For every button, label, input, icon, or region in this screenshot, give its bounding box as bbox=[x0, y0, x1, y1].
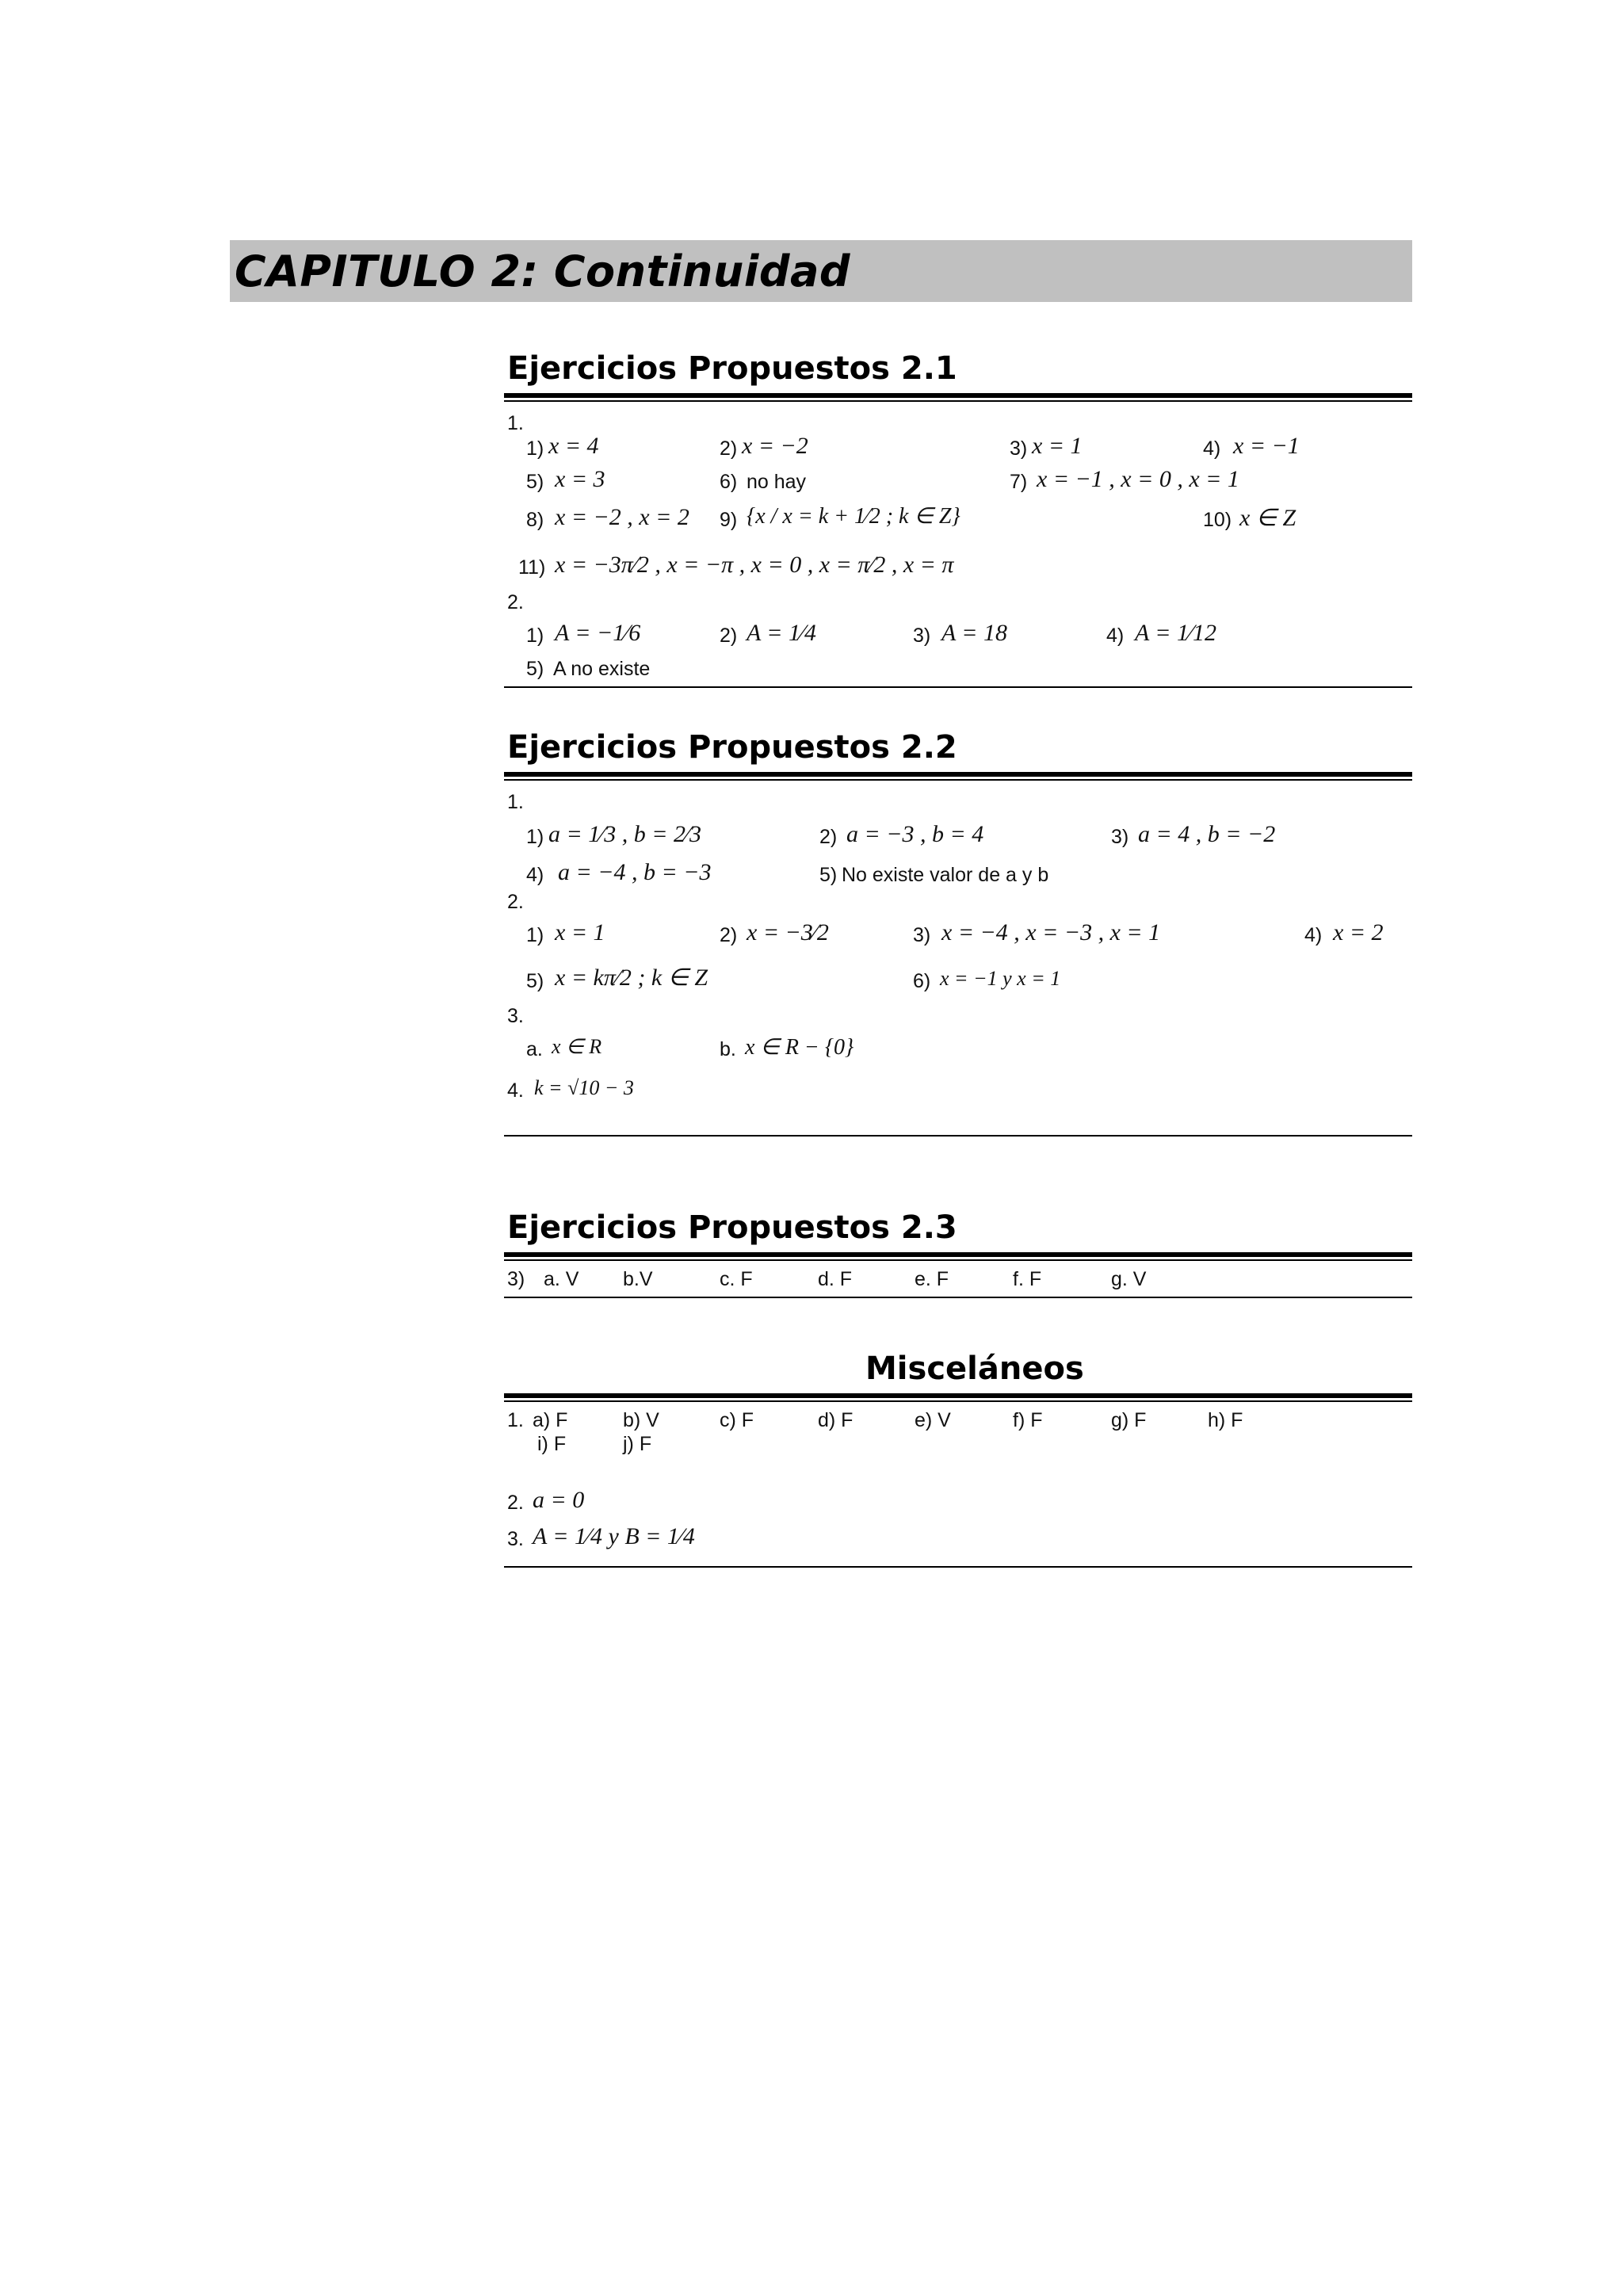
item-label: 1) bbox=[526, 924, 544, 946]
item-label: 6) bbox=[913, 970, 931, 992]
item-label: 10) bbox=[1203, 509, 1232, 531]
answer-expr: x = −1 bbox=[1233, 433, 1300, 459]
section-title: Ejercicios Propuestos 2.2 bbox=[507, 729, 957, 766]
answer-expr: x = 3 bbox=[555, 466, 605, 492]
divider bbox=[504, 1297, 1412, 1298]
divider bbox=[504, 1259, 1412, 1261]
item-label: 4) bbox=[1304, 924, 1323, 946]
question-number: 2. bbox=[507, 1492, 524, 1514]
answer-expr: a = −4 , b = −3 bbox=[558, 859, 712, 885]
answer-expr: x = −4 , x = −3 , x = 1 bbox=[941, 919, 1161, 946]
answer-cell: f) F bbox=[1013, 1409, 1043, 1431]
answer-expr: a = 1⁄3 , b = 2⁄3 bbox=[548, 821, 702, 847]
divider bbox=[504, 772, 1412, 777]
item-label: 4) bbox=[1203, 437, 1221, 460]
answer-expr: x = kπ⁄2 ; k ∈ Z bbox=[555, 965, 708, 991]
answer-expr: x = 1 bbox=[555, 919, 605, 946]
divider bbox=[504, 1393, 1412, 1398]
divider bbox=[504, 1135, 1412, 1137]
answer-cell: d. F bbox=[818, 1268, 853, 1290]
item-label: 7) bbox=[1010, 471, 1028, 493]
answer-expr: x = 1 bbox=[1032, 433, 1083, 459]
answer-expr: No existe valor de a y b bbox=[842, 864, 1049, 886]
item-label: 2) bbox=[720, 924, 738, 946]
question-number: 1. bbox=[507, 791, 524, 813]
answer-cell: e) V bbox=[915, 1409, 951, 1431]
chapter-header bbox=[230, 240, 1412, 302]
divider bbox=[504, 1252, 1412, 1257]
item-label: 3) bbox=[913, 625, 931, 647]
answer-cell: 3) bbox=[507, 1268, 525, 1290]
item-label: b. bbox=[720, 1038, 736, 1060]
answer-expr: k = √10 − 3 bbox=[534, 1076, 634, 1099]
divider bbox=[504, 1566, 1412, 1568]
answer-cell: a) F bbox=[533, 1409, 568, 1431]
answer-expr: x = −3π⁄2 , x = −π , x = 0 , x = π⁄2 , x = π bbox=[555, 552, 954, 578]
item-label: 5) bbox=[526, 471, 544, 493]
answer-cell: g. V bbox=[1111, 1268, 1147, 1290]
item-label: 2) bbox=[720, 437, 738, 460]
answer-expr: x = 2 bbox=[1333, 919, 1384, 946]
answer-cell: a. V bbox=[544, 1268, 579, 1290]
divider bbox=[504, 1400, 1412, 1402]
divider bbox=[504, 686, 1412, 688]
item-label: 5) bbox=[526, 658, 544, 680]
divider bbox=[504, 393, 1412, 398]
answer-expr: no hay bbox=[747, 471, 807, 493]
item-label: 2) bbox=[720, 625, 738, 647]
answer-cell: e. F bbox=[915, 1268, 949, 1290]
item-label: 4) bbox=[526, 864, 544, 886]
answer-cell: i) F bbox=[537, 1433, 567, 1455]
section-2-1 bbox=[504, 349, 1412, 690]
divider bbox=[504, 400, 1412, 402]
section-2-2 bbox=[504, 728, 1412, 1140]
question-number: 1. bbox=[507, 412, 524, 434]
item-label: 4) bbox=[1106, 625, 1125, 647]
answer-expr: x ∈ R bbox=[552, 1035, 602, 1058]
answer-expr: a = 0 bbox=[533, 1487, 585, 1513]
answer-expr: A = −1⁄6 bbox=[555, 620, 641, 646]
answer-expr: x = −2 , x = 2 bbox=[555, 504, 689, 530]
answer-expr: a = 4 , b = −2 bbox=[1138, 821, 1276, 847]
answer-expr: x ∈ Z bbox=[1239, 505, 1296, 531]
answer-expr: x = −3⁄2 bbox=[747, 919, 829, 946]
question-number: 3. bbox=[507, 1528, 524, 1550]
answer-expr: {x / x = k + 1⁄2 ; k ∈ Z} bbox=[747, 504, 960, 529]
question-number: 4. bbox=[507, 1079, 524, 1102]
question-number: 1. bbox=[507, 1409, 524, 1431]
answer-cell: c) F bbox=[720, 1409, 754, 1431]
section-miscelaneos bbox=[504, 1349, 1412, 1571]
item-label: 8) bbox=[526, 509, 544, 531]
item-label: 3) bbox=[1010, 437, 1028, 460]
answer-cell: f. F bbox=[1013, 1268, 1042, 1290]
section-2-3 bbox=[504, 1208, 1412, 1303]
answer-cell: h) F bbox=[1208, 1409, 1243, 1431]
item-label: 1) bbox=[526, 826, 544, 848]
answer-cell: c. F bbox=[720, 1268, 753, 1290]
answer-expr: x = 4 bbox=[548, 433, 599, 459]
item-label: 3) bbox=[913, 924, 931, 946]
item-label: 2) bbox=[819, 826, 838, 848]
answer-expr: A = 18 bbox=[941, 620, 1008, 646]
answer-expr: A = 1⁄12 bbox=[1135, 620, 1217, 646]
answer-expr: A no existe bbox=[553, 658, 651, 680]
item-label: a. bbox=[526, 1038, 543, 1060]
answer-cell: g) F bbox=[1111, 1409, 1147, 1431]
answer-cell: b.V bbox=[623, 1268, 653, 1290]
item-label: 1) bbox=[526, 625, 544, 647]
item-label: 3) bbox=[1111, 826, 1129, 848]
answer-expr: a = −3 , b = 4 bbox=[846, 821, 984, 847]
answer-cell: j) F bbox=[623, 1433, 652, 1455]
answer-cell: b) V bbox=[623, 1409, 659, 1431]
answer-expr: x = −1 , x = 0 , x = 1 bbox=[1037, 466, 1239, 492]
answer-expr: x = −2 bbox=[742, 433, 808, 459]
question-number: 2. bbox=[507, 891, 524, 913]
chapter-title: CAPITULO 2: Continuidad bbox=[235, 246, 851, 296]
answer-expr: x ∈ R − {0} bbox=[745, 1035, 854, 1060]
item-label: 6) bbox=[720, 471, 738, 493]
item-label: 5) bbox=[526, 970, 544, 992]
answer-cell: d) F bbox=[818, 1409, 854, 1431]
item-label: 5) bbox=[819, 864, 838, 886]
item-label: 1) bbox=[526, 437, 544, 460]
section-title: Misceláneos bbox=[865, 1350, 1084, 1387]
item-label: 9) bbox=[720, 509, 738, 531]
answer-expr: A = 1⁄4 bbox=[747, 620, 817, 646]
answer-expr: A = 1⁄4 y B = 1⁄4 bbox=[533, 1523, 695, 1549]
question-number: 3. bbox=[507, 1005, 524, 1027]
section-title: Ejercicios Propuestos 2.1 bbox=[507, 350, 957, 387]
question-number: 2. bbox=[507, 591, 524, 613]
divider bbox=[504, 779, 1412, 781]
item-label: 11) bbox=[518, 556, 546, 579]
answer-expr: x = −1 y x = 1 bbox=[940, 967, 1061, 990]
section-title: Ejercicios Propuestos 2.3 bbox=[507, 1209, 957, 1246]
